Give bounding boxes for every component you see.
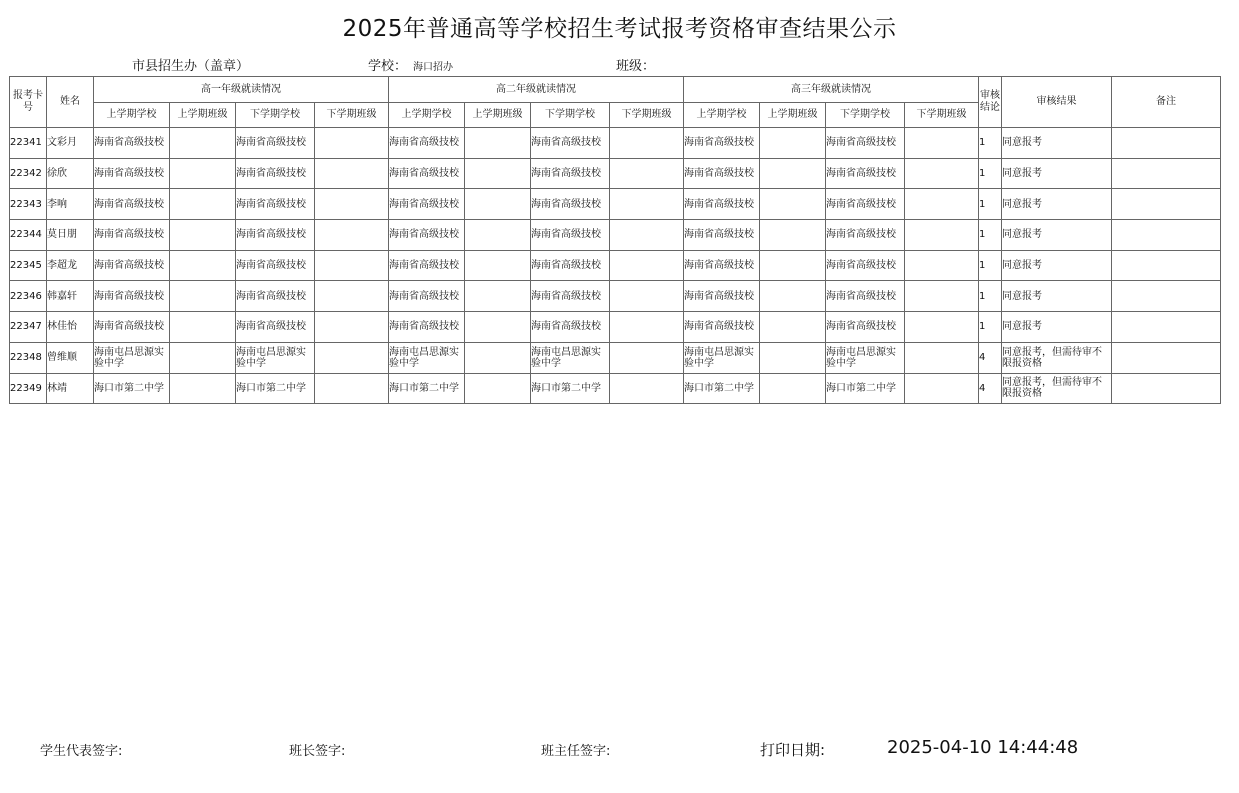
conclusion-cell: 1: [979, 220, 1002, 251]
school-field: [368, 55, 453, 74]
col-header-grade2: 高二年级就读情况: [389, 77, 684, 103]
class-cell: [465, 220, 531, 251]
print-date-value: 2025-04-10 14:44:48: [887, 737, 1079, 758]
school-cell: 海南省高级技校: [531, 312, 610, 343]
student-sign-label: 学生代表签字:: [40, 744, 123, 759]
remark-cell: [1112, 373, 1221, 404]
class-cell: [760, 220, 826, 251]
class-cell: [760, 250, 826, 281]
result-cell: 同意报考: [1002, 312, 1112, 343]
name-cell: 韩嘉轩: [47, 281, 94, 312]
card-no-cell: 22349: [10, 373, 47, 404]
school-cell: 海南省高级技校: [531, 189, 610, 220]
col-header-g2-s1-class: 上学期班级: [465, 103, 531, 128]
class-cell: [315, 342, 389, 373]
school-cell: 海南省高级技校: [684, 250, 760, 281]
office-label: 市县招生办（盖章）: [132, 59, 250, 74]
school-cell: 海南屯昌思源实验中学: [684, 342, 760, 373]
conclusion-cell: 1: [979, 312, 1002, 343]
remark-cell: [1112, 189, 1221, 220]
class-cell: [315, 373, 389, 404]
table-row: [10, 312, 1221, 343]
school-cell: 海南省高级技校: [389, 281, 465, 312]
class-cell: [315, 281, 389, 312]
school-cell: 海南屯昌思源实验中学: [826, 342, 905, 373]
school-cell: 海南省高级技校: [531, 220, 610, 251]
class-cell: [315, 128, 389, 159]
school-cell: 海南屯昌思源实验中学: [94, 342, 170, 373]
school-cell: 海南省高级技校: [826, 220, 905, 251]
class-cell: [170, 250, 236, 281]
card-no-cell: 22347: [10, 312, 47, 343]
class-cell: [610, 128, 684, 159]
result-cell: 同意报考: [1002, 250, 1112, 281]
result-cell: 同意报考: [1002, 220, 1112, 251]
school-cell: 海南省高级技校: [531, 158, 610, 189]
col-header-review-conclusion: 审核结论: [979, 77, 1002, 128]
table-row: [10, 373, 1221, 404]
class-cell: [905, 128, 979, 159]
header-row-groups: [10, 77, 1221, 103]
school-cell: 海南省高级技校: [389, 220, 465, 251]
class-cell: [315, 312, 389, 343]
class-cell: [465, 342, 531, 373]
school-cell: 海南省高级技校: [389, 128, 465, 159]
school-cell: 海口市第二中学: [826, 373, 905, 404]
class-cell: [465, 312, 531, 343]
name-cell: 林佳怡: [47, 312, 94, 343]
class-cell: [315, 250, 389, 281]
card-no-cell: 22348: [10, 342, 47, 373]
print-date-label: 打印日期:: [760, 741, 826, 759]
class-cell: [170, 220, 236, 251]
school-cell: 海南屯昌思源实验中学: [236, 342, 315, 373]
school-cell: 海南省高级技校: [94, 281, 170, 312]
class-cell: [760, 189, 826, 220]
name-cell: 文彩月: [47, 128, 94, 159]
class-cell: [170, 281, 236, 312]
col-header-g2-s2-school: 下学期学校: [531, 103, 610, 128]
result-cell: 同意报考，但需待审不限报资格: [1002, 373, 1112, 404]
school-cell: 海南省高级技校: [826, 312, 905, 343]
remark-cell: [1112, 312, 1221, 343]
class-cell: [610, 312, 684, 343]
school-value: 海口招办: [413, 62, 454, 73]
school-cell: 海南省高级技校: [389, 250, 465, 281]
result-cell: 同意报考: [1002, 128, 1112, 159]
school-cell: 海口市第二中学: [531, 373, 610, 404]
card-no-cell: 22345: [10, 250, 47, 281]
school-cell: 海南省高级技校: [531, 250, 610, 281]
class-cell: [170, 189, 236, 220]
conclusion-cell: 1: [979, 189, 1002, 220]
school-cell: 海南省高级技校: [94, 189, 170, 220]
school-cell: 海南省高级技校: [94, 220, 170, 251]
school-label: 学校：: [368, 59, 408, 74]
class-cell: [760, 128, 826, 159]
remark-cell: [1112, 128, 1221, 159]
school-cell: 海南省高级技校: [389, 312, 465, 343]
school-cell: 海南省高级技校: [236, 312, 315, 343]
class-cell: [610, 189, 684, 220]
school-cell: 海南省高级技校: [389, 158, 465, 189]
table-row: [10, 342, 1221, 373]
school-cell: 海南省高级技校: [826, 128, 905, 159]
col-header-g3-s1-school: 上学期学校: [684, 103, 760, 128]
school-cell: 海南省高级技校: [236, 220, 315, 251]
class-cell: [465, 189, 531, 220]
school-cell: 海南省高级技校: [236, 250, 315, 281]
school-cell: 海口市第二中学: [94, 373, 170, 404]
col-header-g1-s2-class: 下学期班级: [315, 103, 389, 128]
table-row: [10, 220, 1221, 251]
remark-cell: [1112, 281, 1221, 312]
monitor-sign-label: 班长签字:: [289, 744, 346, 759]
remark-cell: [1112, 250, 1221, 281]
class-cell: [170, 312, 236, 343]
col-header-card-no: 报考卡号: [10, 77, 47, 128]
class-cell: [760, 342, 826, 373]
class-cell: [905, 312, 979, 343]
page-title: 2025年普通高等学校招生考试报考资格审查结果公示: [342, 16, 897, 42]
class-cell: [760, 312, 826, 343]
col-header-review-result: 审核结果: [1002, 77, 1112, 128]
table-row: [10, 281, 1221, 312]
card-no-cell: 22341: [10, 128, 47, 159]
conclusion-cell: 1: [979, 281, 1002, 312]
school-cell: 海南省高级技校: [236, 281, 315, 312]
name-cell: 林靖: [47, 373, 94, 404]
name-cell: 莫日朋: [47, 220, 94, 251]
school-cell: 海南省高级技校: [684, 189, 760, 220]
class-cell: [610, 250, 684, 281]
class-cell: [760, 281, 826, 312]
remark-cell: [1112, 158, 1221, 189]
col-header-g3-s1-class: 上学期班级: [760, 103, 826, 128]
col-header-g3-s2-school: 下学期学校: [826, 103, 905, 128]
class-cell: [170, 342, 236, 373]
col-header-name: 姓名: [47, 77, 94, 128]
class-cell: [610, 220, 684, 251]
school-cell: 海口市第二中学: [389, 373, 465, 404]
class-cell: [905, 220, 979, 251]
school-cell: 海南省高级技校: [531, 281, 610, 312]
class-cell: [905, 342, 979, 373]
name-cell: 曾维顺: [47, 342, 94, 373]
school-cell: 海南省高级技校: [826, 189, 905, 220]
table-row: [10, 128, 1221, 159]
class-cell: [760, 158, 826, 189]
class-cell: [170, 373, 236, 404]
conclusion-cell: 1: [979, 250, 1002, 281]
school-cell: 海口市第二中学: [684, 373, 760, 404]
col-header-grade1: 高一年级就读情况: [94, 77, 389, 103]
school-cell: 海南省高级技校: [684, 281, 760, 312]
conclusion-cell: 4: [979, 373, 1002, 404]
school-cell: 海口市第二中学: [236, 373, 315, 404]
card-no-cell: 22344: [10, 220, 47, 251]
class-cell: [760, 373, 826, 404]
class-cell: [465, 373, 531, 404]
class-cell: [465, 128, 531, 159]
class-cell: [905, 158, 979, 189]
conclusion-cell: 4: [979, 342, 1002, 373]
result-cell: 同意报考: [1002, 189, 1112, 220]
class-cell: [465, 281, 531, 312]
school-cell: 海南省高级技校: [826, 281, 905, 312]
class-cell: [465, 250, 531, 281]
col-header-g1-s1-class: 上学期班级: [170, 103, 236, 128]
class-cell: [905, 250, 979, 281]
remark-cell: [1112, 220, 1221, 251]
table-row: [10, 158, 1221, 189]
school-cell: 海南省高级技校: [826, 250, 905, 281]
conclusion-cell: 1: [979, 158, 1002, 189]
results-table: [9, 76, 1221, 404]
class-cell: [465, 158, 531, 189]
class-cell: [315, 189, 389, 220]
school-cell: 海南省高级技校: [236, 189, 315, 220]
class-cell: [905, 189, 979, 220]
school-cell: 海南省高级技校: [531, 128, 610, 159]
name-cell: 李超龙: [47, 250, 94, 281]
school-cell: 海南屯昌思源实验中学: [531, 342, 610, 373]
col-header-g2-s1-school: 上学期学校: [389, 103, 465, 128]
school-cell: 海南省高级技校: [684, 128, 760, 159]
result-cell: 同意报考: [1002, 158, 1112, 189]
col-header-g1-s1-school: 上学期学校: [94, 103, 170, 128]
school-cell: 海南省高级技校: [684, 220, 760, 251]
table-body: [10, 128, 1221, 404]
col-header-g2-s2-class: 下学期班级: [610, 103, 684, 128]
school-cell: 海南省高级技校: [684, 312, 760, 343]
col-header-remarks: 备注: [1112, 77, 1221, 128]
school-cell: 海南省高级技校: [94, 312, 170, 343]
class-cell: [905, 281, 979, 312]
card-no-cell: 22346: [10, 281, 47, 312]
card-no-cell: 22343: [10, 189, 47, 220]
col-header-grade3: 高三年级就读情况: [684, 77, 979, 103]
school-cell: 海南省高级技校: [94, 250, 170, 281]
class-label: 班级：: [616, 59, 656, 74]
class-cell: [170, 158, 236, 189]
school-cell: 海南省高级技校: [94, 128, 170, 159]
table-row: [10, 250, 1221, 281]
name-cell: 李响: [47, 189, 94, 220]
class-cell: [315, 220, 389, 251]
class-cell: [610, 373, 684, 404]
school-cell: 海南省高级技校: [826, 158, 905, 189]
class-cell: [315, 158, 389, 189]
class-cell: [905, 373, 979, 404]
class-cell: [610, 281, 684, 312]
col-header-g3-s2-class: 下学期班级: [905, 103, 979, 128]
result-cell: 同意报考，但需待审不限报资格: [1002, 342, 1112, 373]
school-cell: 海南屯昌思源实验中学: [389, 342, 465, 373]
school-cell: 海南省高级技校: [94, 158, 170, 189]
class-cell: [170, 128, 236, 159]
school-cell: 海南省高级技校: [389, 189, 465, 220]
school-cell: 海南省高级技校: [236, 158, 315, 189]
col-header-g1-s2-school: 下学期学校: [236, 103, 315, 128]
card-no-cell: 22342: [10, 158, 47, 189]
name-cell: 徐欣: [47, 158, 94, 189]
conclusion-cell: 1: [979, 128, 1002, 159]
class-cell: [610, 158, 684, 189]
class-cell: [610, 342, 684, 373]
school-cell: 海南省高级技校: [236, 128, 315, 159]
teacher-sign-label: 班主任签字:: [541, 744, 611, 759]
result-cell: 同意报考: [1002, 281, 1112, 312]
table-row: [10, 189, 1221, 220]
school-cell: 海南省高级技校: [684, 158, 760, 189]
remark-cell: [1112, 342, 1221, 373]
